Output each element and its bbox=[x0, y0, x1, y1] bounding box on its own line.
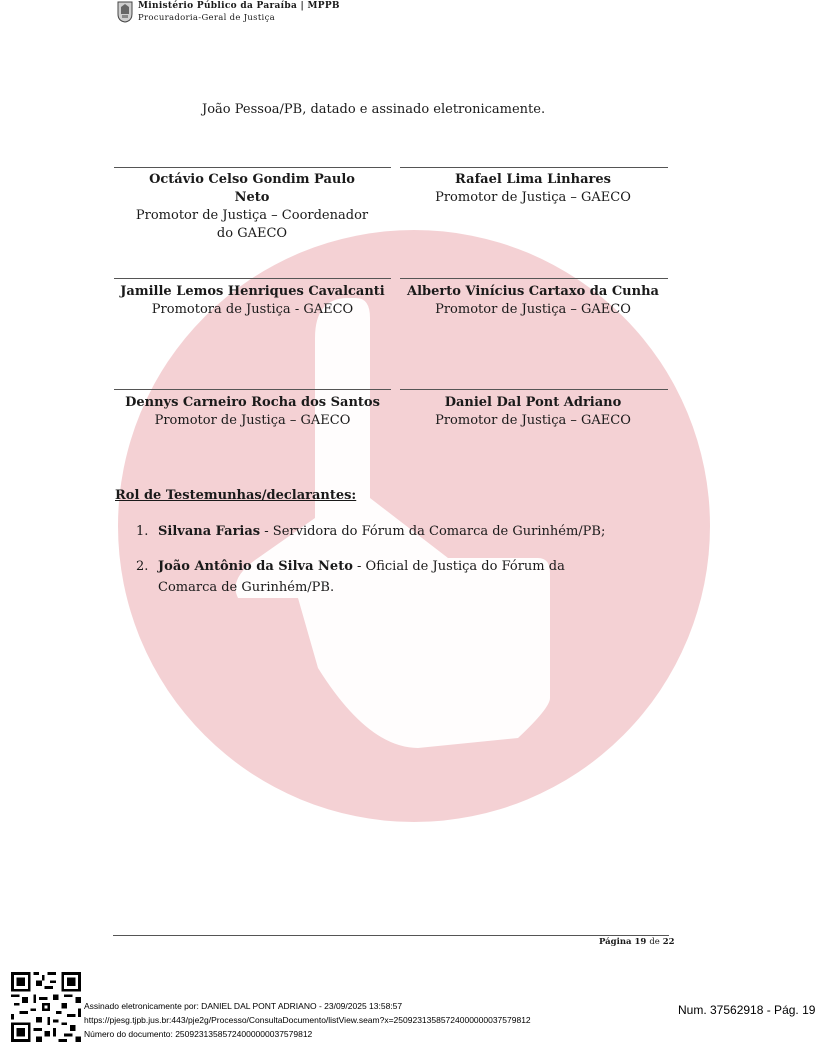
signed-by-text: Assinado eletronicamente por: DANIEL DAL PONT ADRIANO - 23/09/2025 13:58:57 bbox=[84, 1001, 403, 1011]
footer-rule bbox=[113, 935, 669, 936]
witness-name: Silvana Farias bbox=[158, 524, 261, 539]
page-current: 19 bbox=[634, 937, 647, 947]
mppb-seal-icon bbox=[117, 1, 133, 23]
page-total: 22 bbox=[662, 937, 675, 947]
signatory-role: Promotor de Justiça – GAECO bbox=[435, 190, 631, 205]
qr-code-icon bbox=[11, 972, 81, 1042]
witness-item bbox=[136, 521, 616, 543]
document-url-link[interactable]: https://pjesg.tjpb.jus.br:443/pje2g/Processo/ConsultaDocumento/listView.seam?x=25092313585724000000037579812 bbox=[84, 1015, 531, 1025]
page-label: Página bbox=[599, 937, 632, 947]
signature-line bbox=[114, 389, 391, 390]
signature-line bbox=[114, 167, 391, 168]
num-page-label: Num. 37562918 - Pág. 19 bbox=[678, 1003, 816, 1017]
page-separator: de bbox=[649, 937, 660, 947]
witness-number: 1. bbox=[136, 524, 149, 539]
signature-line bbox=[114, 278, 391, 279]
signature-block bbox=[132, 171, 372, 243]
signature-block bbox=[114, 283, 391, 319]
signatory-name: Octávio Celso Gondim Paulo Neto bbox=[149, 172, 355, 205]
signatory-name: Dennys Carneiro Rocha dos Santos bbox=[125, 395, 380, 410]
document-number-text: Número do documento: 25092313585724000000037579812 bbox=[84, 1029, 313, 1039]
signatory-name: Alberto Vinícius Cartaxo da Cunha bbox=[407, 284, 659, 299]
signature-block bbox=[400, 394, 666, 430]
signatory-name: Rafael Lima Linhares bbox=[455, 172, 611, 187]
witness-list-heading: Rol de Testemunhas/declarantes: bbox=[115, 488, 357, 503]
header-institution-title: Ministério Público da Paraíba | MPPB bbox=[138, 1, 340, 11]
signature-line bbox=[400, 278, 668, 279]
place-date-line: João Pessoa/PB, datado e assinado eletronicamente. bbox=[202, 102, 546, 117]
header-subtitle: Procuradoria-Geral de Justiça bbox=[138, 13, 275, 23]
witness-item bbox=[136, 556, 616, 600]
signature-block bbox=[400, 283, 666, 319]
signatory-role: Promotora de Justiça - GAECO bbox=[151, 302, 354, 317]
signature-line bbox=[400, 389, 668, 390]
signature-block bbox=[400, 171, 666, 207]
page-number bbox=[599, 937, 675, 947]
signatory-name: Jamille Lemos Henriques Cavalcanti bbox=[120, 284, 385, 299]
signatory-role: Promotor de Justiça – GAECO bbox=[435, 413, 631, 428]
witness-name: João Antônio da Silva Neto bbox=[158, 559, 353, 574]
signatory-name: Daniel Dal Pont Adriano bbox=[444, 395, 622, 410]
signatory-role: Promotor de Justiça – GAECO bbox=[435, 302, 631, 317]
signature-line bbox=[400, 167, 668, 168]
witness-number: 2. bbox=[136, 559, 149, 574]
signatory-role: Promotor de Justiça – Coordenador do GAECO bbox=[135, 208, 369, 241]
witness-description: - Servidora do Fórum da Comarca de Gurinhém/PB; bbox=[260, 524, 606, 539]
signature-block bbox=[114, 394, 391, 430]
witness-description: - Oficial de Justiça do Fórum da Comarca de Gurinhém/PB. bbox=[158, 559, 565, 595]
signatory-role: Promotor de Justiça – GAECO bbox=[154, 413, 351, 428]
